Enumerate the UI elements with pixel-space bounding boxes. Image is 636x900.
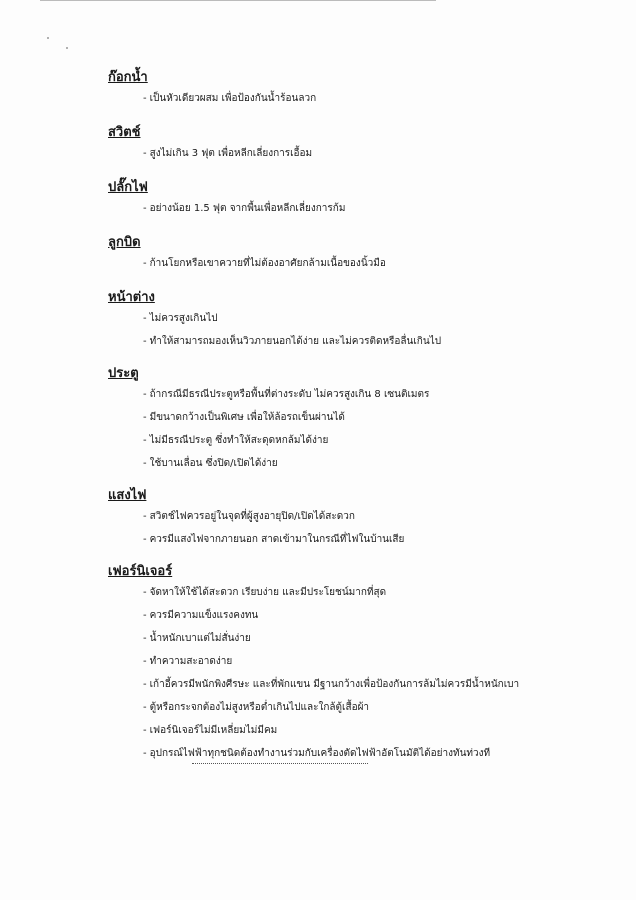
list-item xyxy=(143,586,636,599)
list-item-text: ถ้ากรณีมีธรณีประตูหรือพื้นที่ต่างระดับ ไม่ควรสูงเกิน 8 เซนติเมตร xyxy=(149,389,430,400)
section xyxy=(0,180,636,215)
bullet-dash: - xyxy=(143,258,147,269)
list-item xyxy=(143,701,636,714)
list-item xyxy=(143,335,636,348)
list-item xyxy=(143,202,636,215)
list-item xyxy=(143,724,636,737)
list-item xyxy=(143,632,636,645)
scan-edge-line xyxy=(40,0,436,1)
bullet-dash: - xyxy=(143,412,147,423)
bullet-dash: - xyxy=(143,389,147,400)
list-item xyxy=(143,609,636,622)
section-heading: เฟอร์นิเจอร์ xyxy=(108,564,173,579)
section-heading: สวิตช์ xyxy=(108,125,141,140)
dotted-end-line xyxy=(192,763,368,764)
section-heading: ประตู xyxy=(108,366,139,381)
section-heading: ก๊อกน้ำ xyxy=(108,70,148,85)
list-item-text: อย่างน้อย 1.5 ฟุต จากพื้นเพื่อหลีกเลี่ยงการก้ม xyxy=(149,203,346,214)
section xyxy=(0,70,636,105)
list-item-text: อุปกรณ์ไฟฟ้าทุกชนิดต้องทำงานร่วมกับเครื่องตัดไฟฟ้าอัตโนมัติได้อย่างทันท่วงที xyxy=(149,748,491,759)
list-item-text: น้ำหนักเบาแต่ไม่สั่นง่าย xyxy=(149,633,251,644)
bullet-dash: - xyxy=(143,748,147,759)
bullet-dash: - xyxy=(143,534,147,545)
list-item-text: จัดหาให้ใช้ได้สะดวก เรียบง่าย และมีประโยชน์มากที่สุด xyxy=(149,587,387,598)
section xyxy=(0,290,636,348)
section-items xyxy=(0,92,636,105)
list-item-text: สวิตช์ไฟควรอยู่ในจุดที่ผู้สูงอายุปิด/เปิดได้สะดวก xyxy=(149,511,355,522)
list-item xyxy=(143,678,636,691)
list-item-text: ทำให้สามารถมองเห็นวิวภายนอกได้ง่าย และไม่ควรติดหรือลื่นเกินไป xyxy=(149,336,442,347)
scan-speck xyxy=(66,47,68,49)
section-heading: ลูกบิด xyxy=(108,235,141,250)
list-item xyxy=(143,434,636,447)
bullet-dash: - xyxy=(143,148,147,159)
bullet-dash: - xyxy=(143,93,147,104)
bullet-dash: - xyxy=(143,336,147,347)
list-item xyxy=(143,510,636,523)
list-item xyxy=(143,147,636,160)
bullet-dash: - xyxy=(143,435,147,446)
bullet-dash: - xyxy=(143,725,147,736)
list-item-text: ทำความสะอาดง่าย xyxy=(149,656,233,667)
section-items xyxy=(0,388,636,470)
list-item-text: เป็นหัวเดียวผสม เพื่อป้องกันน้ำร้อนลวก xyxy=(149,93,317,104)
list-item-text: เก้าอี้ควรมีพนักพิงศีรษะ และที่พักแขน มีฐานกว้างเพื่อป้องกันการล้มไม่ควรมีน้ำหนักเบา xyxy=(149,679,520,690)
list-item-text: ไม่มีธรณีประตู ซึ่งทำให้สะดุดหกล้มได้ง่าย xyxy=(149,435,329,446)
bullet-dash: - xyxy=(143,633,147,644)
section xyxy=(0,125,636,160)
list-item-text: ควรมีแสงไฟจากภายนอก สาดเข้ามาในกรณีที่ไฟในบ้านเสีย xyxy=(149,534,405,545)
bullet-dash: - xyxy=(143,610,147,621)
scan-speck xyxy=(47,37,49,39)
bullet-dash: - xyxy=(143,587,147,598)
list-item-text: ควรมีความแข็งแรงคงทน xyxy=(149,610,259,621)
section-heading: หน้าต่าง xyxy=(108,290,155,305)
bullet-dash: - xyxy=(143,458,147,469)
section-items xyxy=(0,202,636,215)
list-item-text: มีขนาดกว้างเป็นพิเศษ เพื่อให้ล้อรถเข็นผ่านได้ xyxy=(149,412,345,423)
bullet-dash: - xyxy=(143,656,147,667)
section-items xyxy=(0,312,636,348)
list-item xyxy=(143,655,636,668)
list-item xyxy=(143,388,636,401)
section-heading: แสงไฟ xyxy=(108,488,147,503)
section-items xyxy=(0,257,636,270)
bullet-dash: - xyxy=(143,203,147,214)
list-item-text: ก้านโยกหรือเขาควายที่ไม่ต้องอาศัยกล้ามเนื้อของนิ้วมือ xyxy=(149,258,386,269)
bullet-dash: - xyxy=(143,313,147,324)
list-item-text: เฟอร์นิเจอร์ไม่มีเหลี่ยมไม่มีคม xyxy=(149,725,278,736)
list-item xyxy=(143,457,636,470)
section xyxy=(0,235,636,270)
list-item-text: ตู้หรือกระจกต้องไม่สูงหรือต่ำเกินไปและใกล้ตู้เสื้อผ้า xyxy=(149,702,370,713)
list-item xyxy=(143,747,636,760)
list-item xyxy=(143,411,636,424)
section xyxy=(0,366,636,470)
section xyxy=(0,488,636,546)
document-body xyxy=(0,70,636,778)
section-items xyxy=(0,147,636,160)
list-item xyxy=(143,92,636,105)
section-items xyxy=(0,586,636,760)
bullet-dash: - xyxy=(143,511,147,522)
list-item xyxy=(143,312,636,325)
bullet-dash: - xyxy=(143,679,147,690)
list-item-text: ใช้บานเลื่อน ซึ่งปิด/เปิดได้ง่าย xyxy=(149,458,278,469)
bullet-dash: - xyxy=(143,702,147,713)
list-item xyxy=(143,533,636,546)
list-item xyxy=(143,257,636,270)
list-item-text: ไม่ควรสูงเกินไป xyxy=(149,313,218,324)
section-heading: ปลั๊กไฟ xyxy=(108,180,148,195)
section xyxy=(0,564,636,760)
list-item-text: สูงไม่เกิน 3 ฟุต เพื่อหลีกเลี่ยงการเอื้อม xyxy=(149,148,313,159)
section-items xyxy=(0,510,636,546)
